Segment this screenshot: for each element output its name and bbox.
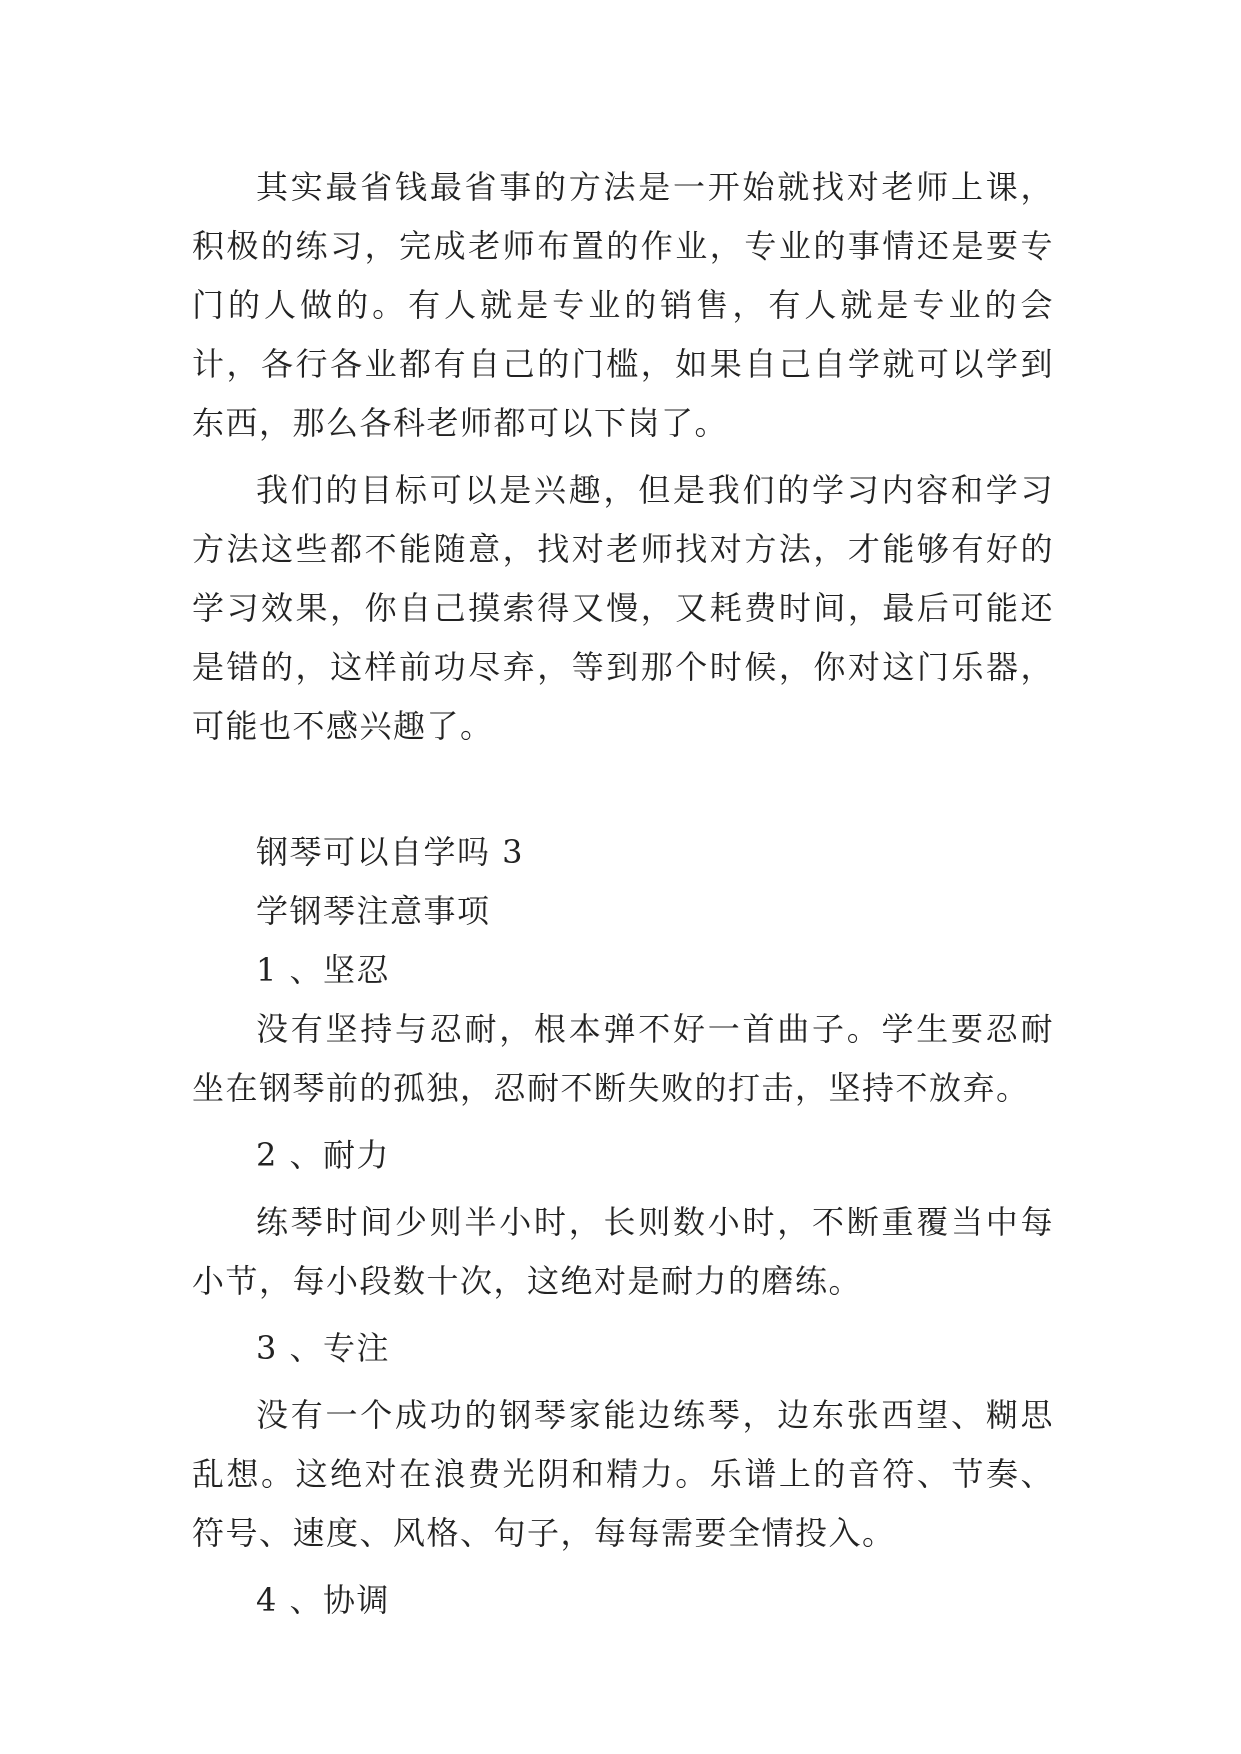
subsection-title: 学钢琴注意事项 <box>256 892 491 930</box>
paragraph-self-study-cost: 其实最省钱最省事的方法是一开始就找对老师上课，积极的练习，完成老师布置的作业，专业的事情还是要专门的人做的。有人就是专业的销售，有人就是专业的会计，各行各业都有自己的门槛，如果自己自学就可以学到东西，那么各科老师都可以下岗了。 <box>192 168 1054 442</box>
item-paragraph-3: 没有一个成功的钢琴家能边练琴，边东张西望、糊思乱想。这绝对在浪费光阴和精力。乐谱上的音符、节奏、符号、速度、风格、句子，每每需要全情投入。 <box>192 1396 1054 1552</box>
item-heading-4: 4 、协调 <box>256 1581 391 1619</box>
paragraph-learning-goal: 我们的目标可以是兴趣，但是我们的学习内容和学习方法这些都不能随意，找对老师找对方法，才能够有好的学习效果，你自己摸索得又慢，又耗费时间，最后可能还是错的，这样前功尽弃，等到那个时候，你对这门乐器，可能也不感兴趣了。 <box>192 471 1054 745</box>
item-heading-3: 3 、专注 <box>256 1329 391 1367</box>
item-heading-2: 2 、耐力 <box>256 1136 391 1174</box>
document-page <box>192 158 1054 1630</box>
item-paragraph-2: 练琴时间少则半小时，长则数小时，不断重覆当中每小节，每小段数十次，这绝对是耐力的磨练。 <box>192 1203 1054 1300</box>
item-paragraph-1: 没有坚持与忍耐，根本弹不好一首曲子。学生要忍耐坐在钢琴前的孤独，忍耐不断失败的打击，坚持不放弃。 <box>192 1010 1054 1107</box>
section-title: 钢琴可以自学吗 3 <box>256 833 525 871</box>
item-heading-1: 1 、坚忍 <box>256 951 391 989</box>
